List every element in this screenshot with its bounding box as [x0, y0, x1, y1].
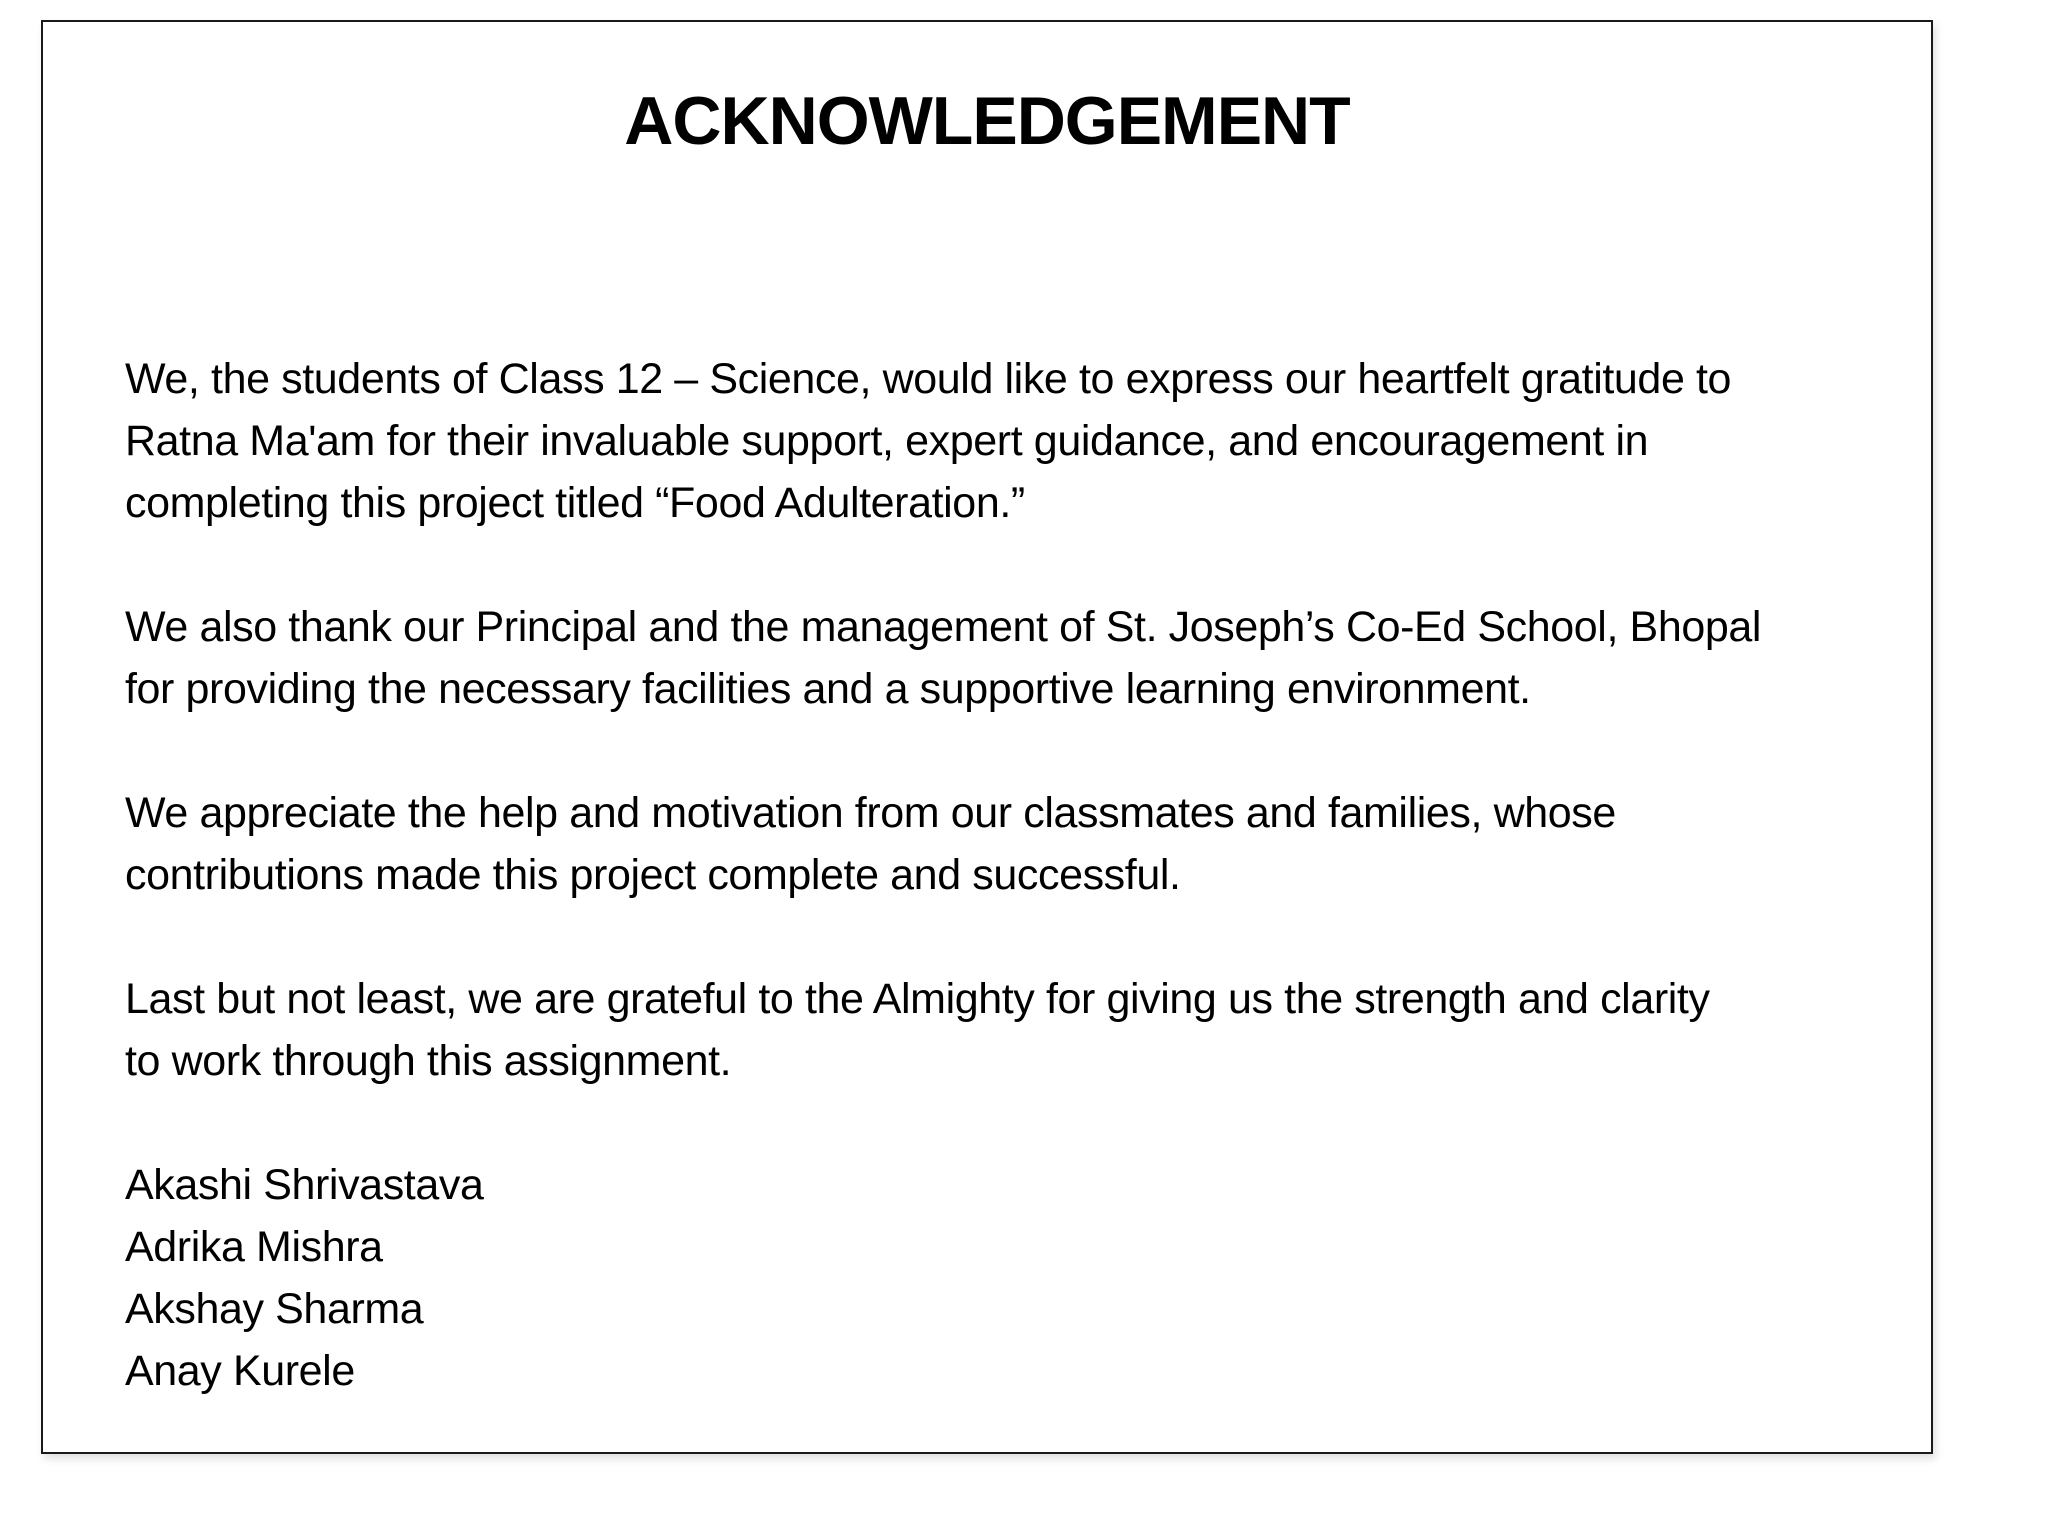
acknowledgement-body: [125, 348, 1933, 1402]
signatory-name: Akshay Sharma: [125, 1285, 424, 1333]
page-title: ACKNOWLEDGEMENT: [624, 83, 1350, 159]
signatory-name: Anay Kurele: [125, 1347, 355, 1395]
document-page: [41, 20, 1933, 1454]
paragraph-almighty: Last but not least, we are grateful to the Almighty for giving us the strength and clarity to work through this assignment.: [125, 975, 1710, 1085]
paragraph-principal-thanks: We also thank our Principal and the management of St. Joseph’s Co-Ed School, Bhopal for providing the necessary facilities and a supportive learning environment.: [125, 603, 1762, 713]
signatory-list: [125, 1154, 1933, 1402]
paragraph-gratitude: We, the students of Class 12 – Science, would like to express our heartfelt gratitude to Ratna Ma'am for their invaluable support, expert guidance, and encouragement in completing this project titled “Food Adulteration.”: [125, 355, 1732, 527]
paragraph-classmates-families: We appreciate the help and motivation from our classmates and families, whose contributions made this project complete and successful.: [125, 789, 1616, 899]
signatory-name: Akashi Shrivastava: [125, 1161, 484, 1209]
signatory-name: Adrika Mishra: [125, 1223, 383, 1271]
